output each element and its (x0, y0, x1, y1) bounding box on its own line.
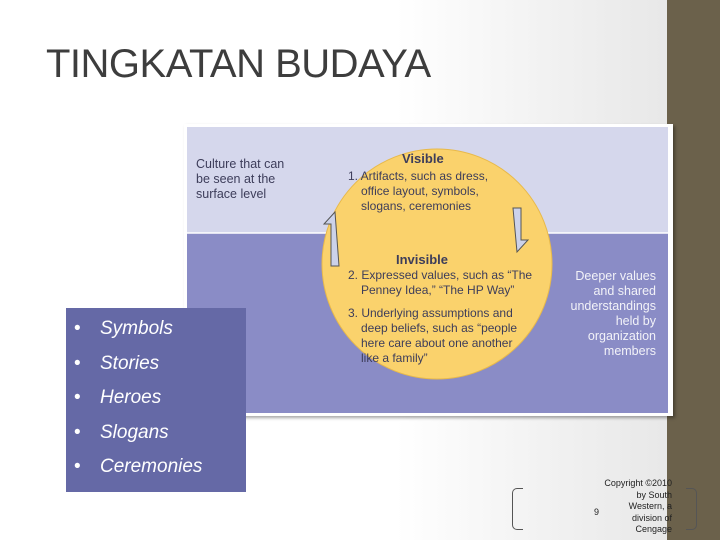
bullet-dot-icon: • (74, 387, 81, 408)
culture-elements-list (74, 312, 202, 485)
expressed-values-line: Penney Idea,” “The HP Way” (361, 283, 515, 297)
surface-label-line: be seen at the (196, 172, 276, 186)
culture-levels-diagram (184, 124, 673, 416)
copyright-line: Cengage (635, 524, 672, 534)
list-item-label: Stories (100, 352, 160, 374)
copyright-line: by South (636, 489, 672, 500)
list-item-label: Ceremonies (100, 456, 203, 477)
copyright-line: Western, a (628, 501, 672, 511)
assumptions-line: 3. Underlying assumptions and (348, 306, 513, 320)
assumptions-line: here care about one another (361, 336, 513, 350)
artifacts-line: 1. Artifacts, such as dress, (348, 169, 489, 183)
list-item-label: Slogans (100, 421, 169, 443)
assumptions-line: like a family” (361, 351, 428, 365)
deeper-values-line: members (603, 344, 656, 358)
page-number: 9 (594, 507, 600, 517)
list-item (74, 381, 202, 416)
copyright-line: Copyright ©2010 (604, 478, 672, 488)
surface-label-line: Culture that can (196, 157, 285, 171)
footer-right-bracket (686, 488, 697, 530)
deeper-values-line: held by (615, 314, 656, 328)
copyright-notice (588, 478, 672, 536)
bullet-dot-icon: • (74, 318, 81, 339)
deeper-values-line: and shared (593, 284, 656, 298)
slide-title: TINGKATAN BUDAYA (46, 42, 431, 86)
assumptions-line: deep beliefs, such as “people (361, 321, 518, 335)
expressed-values-line: 2. Expressed values, such as “The (348, 268, 533, 282)
invisible-heading: Invisible (396, 252, 449, 267)
artifacts-item (348, 169, 488, 214)
bullet-dot-icon: • (74, 421, 81, 443)
copyright-line: division of (631, 512, 672, 523)
decorative-side-bar (667, 0, 720, 540)
assumptions-item (348, 306, 517, 366)
surface-culture-label (196, 157, 284, 202)
deeper-values-line: organization (587, 329, 656, 343)
bullet-dot-icon: • (74, 456, 81, 477)
list-item (74, 312, 202, 347)
list-item (74, 450, 202, 485)
visible-heading: Visible (402, 151, 444, 166)
list-item-label: Symbols (100, 318, 173, 339)
footer-left-bracket (512, 488, 523, 530)
expressed-values-item (348, 268, 532, 298)
deeper-values-label (556, 269, 656, 359)
list-item-label: Heroes (100, 387, 162, 408)
list-item (74, 347, 202, 382)
deeper-values-line: understandings (570, 299, 656, 313)
deeper-values-line: Deeper values (575, 269, 656, 283)
surface-label-line: surface level (196, 187, 267, 201)
artifacts-line: office layout, symbols, (361, 184, 479, 198)
artifacts-line: slogans, ceremonies (361, 199, 472, 213)
bullet-dot-icon: • (74, 352, 81, 374)
list-item (74, 416, 202, 451)
